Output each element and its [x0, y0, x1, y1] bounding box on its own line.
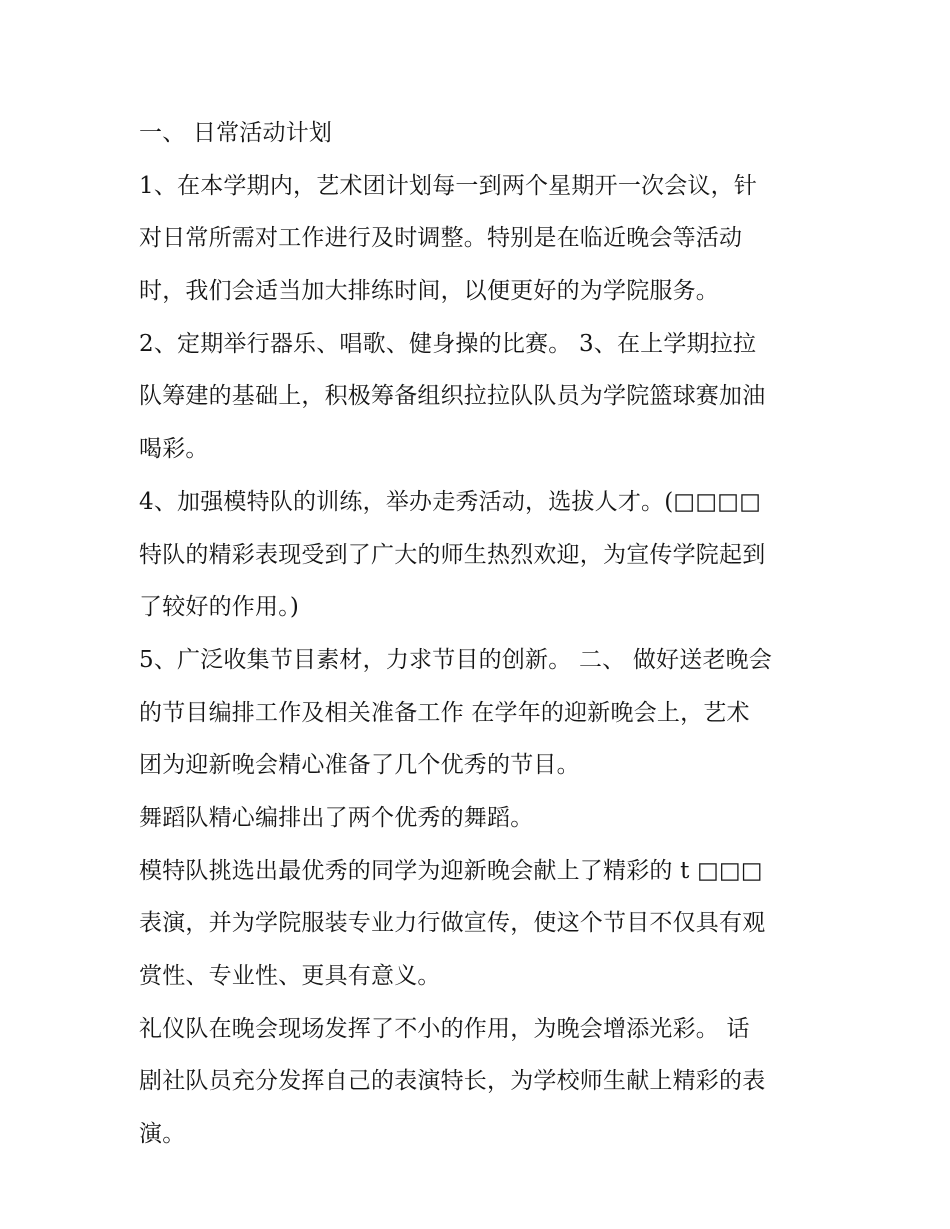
text-line: 时，我们会适当加大排练时间，以便更好的为学院服务。 — [139, 278, 719, 305]
text-line: 特队的精彩表现受到了广大的师生热烈欢迎，为宣传学院起到 — [139, 541, 766, 568]
text-line: 的节目编排工作及相关准备工作 在学年的迎新晚会上，艺术 — [139, 699, 750, 726]
text-line: 赏性、专业性、更具有意义。 — [139, 963, 441, 989]
text-line: 队筹建的基础上，积极筹备组织拉拉队队员为学院篮球赛加油 — [139, 383, 766, 410]
text-line: 舞蹈队精心编排出了两个优秀的舞蹈。 — [139, 804, 534, 831]
section-heading: 一、 日常活动计划 — [139, 120, 333, 146]
document-body — [139, 107, 819, 1161]
text-line: 2、定期举行器乐、唱歌、健身操的比赛。 3、在上学期拉拉 — [139, 330, 757, 357]
text-line: 5、广泛收集节目素材，力求节目的创新。 二、 做好送老晚会 — [139, 646, 773, 673]
text-line: 礼仪队在晚会现场发挥了不小的作用，为晚会增添光彩。 话 — [139, 1015, 750, 1042]
text-line: 喝彩。 — [139, 436, 209, 463]
text-line: 演。 — [139, 1121, 186, 1148]
text-line: 剧社队员充分发挥自己的表演特长，为学校师生献上精彩的表 — [139, 1068, 766, 1095]
text-line: 了较好的作用。) — [139, 594, 300, 621]
text-line: 模特队挑选出最优秀的同学为迎新晚会献上了精彩的 t □□□ — [139, 857, 763, 884]
text-line: 1、在本学期内，艺术团计划每一到两个星期开一次会议，针 — [139, 172, 758, 199]
text-line: 4、加强模特队的训练，举办走秀活动，选拔人才。(□□□□ — [139, 488, 762, 515]
text-line: 团为迎新晚会精心准备了几个优秀的节目。 — [139, 752, 580, 779]
text-line: 表演，并为学院服装专业力行做宣传，使这个节目不仅具有观 — [139, 910, 766, 937]
text-line: 对日常所需对工作进行及时调整。特别是在临近晚会等活动 — [139, 225, 743, 252]
